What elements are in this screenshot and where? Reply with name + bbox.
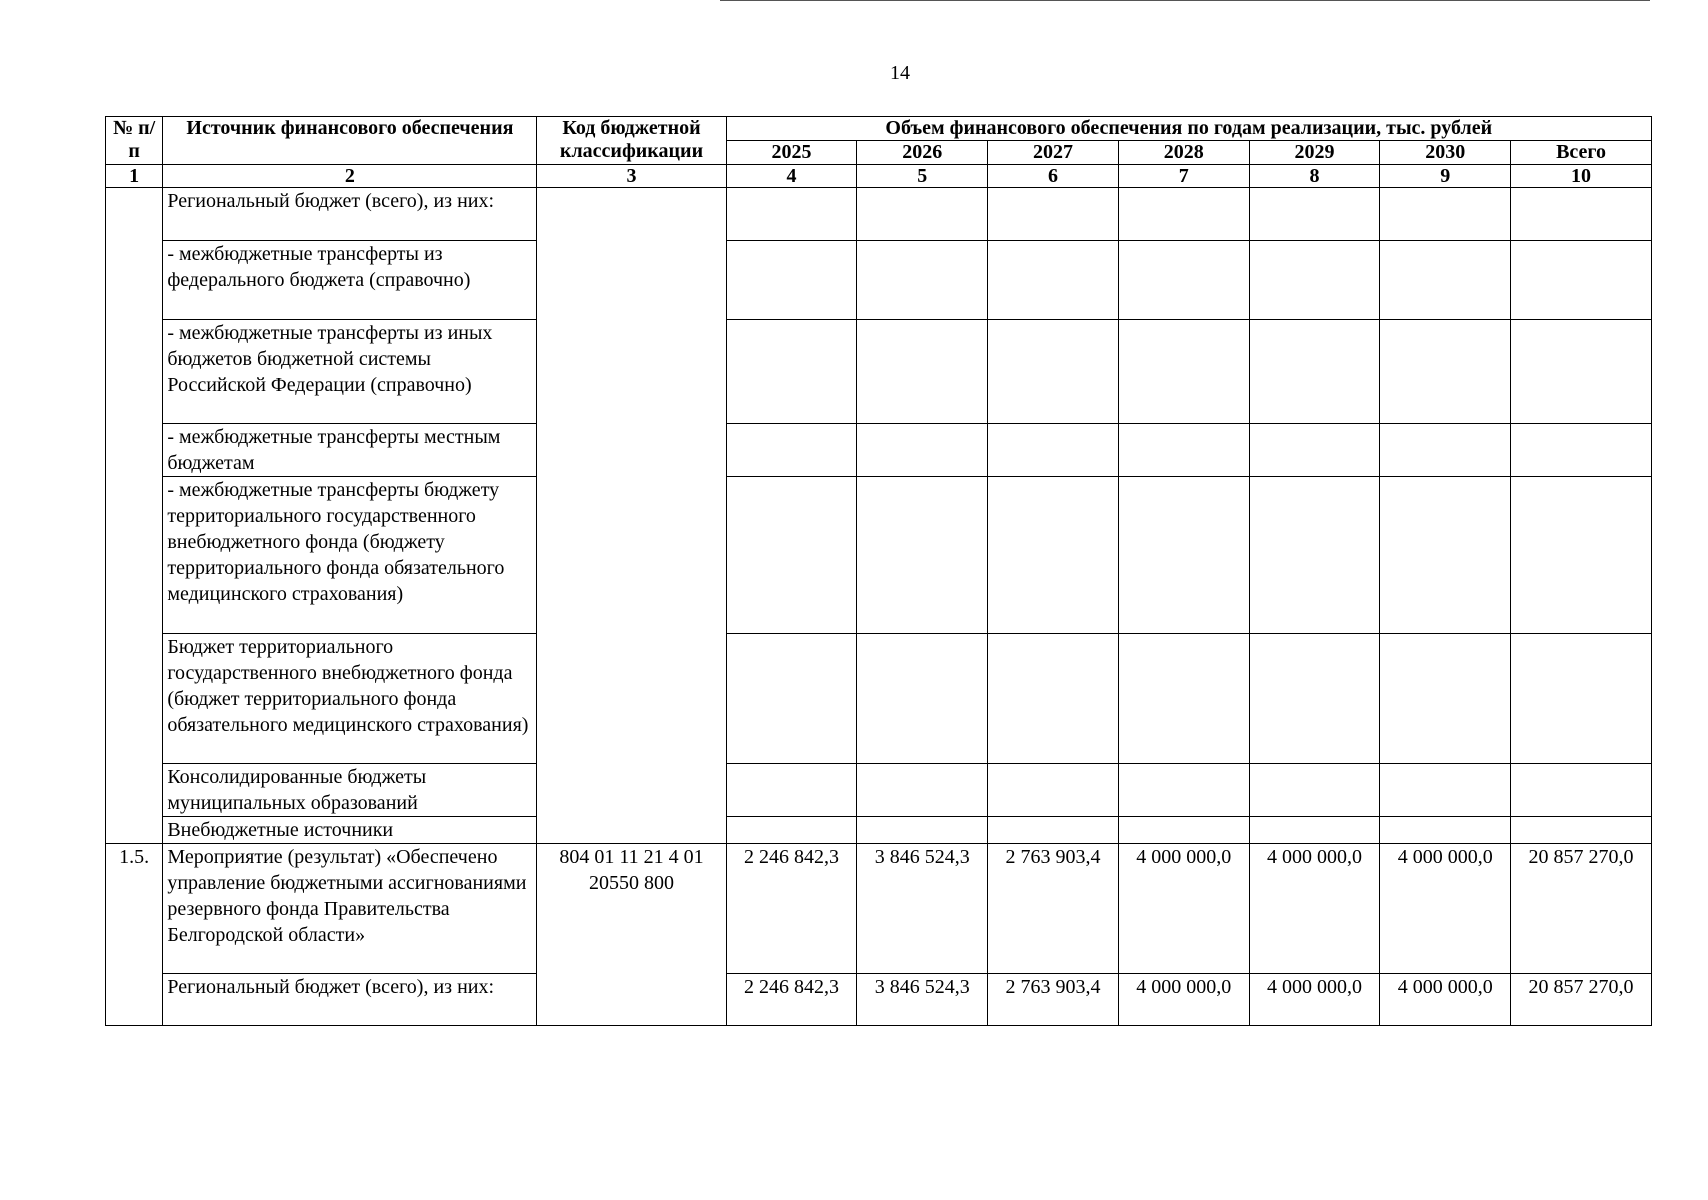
value-cell [1118, 241, 1249, 320]
value-cell [1118, 477, 1249, 634]
column-number: 6 [988, 165, 1119, 188]
header-no: № п/п [106, 117, 163, 165]
value-cell: 3 846 524,3 [857, 844, 988, 974]
value-cell [1118, 188, 1249, 241]
header-source: Источник финансового обеспечения [163, 117, 537, 165]
total-cell [1511, 424, 1652, 477]
total-cell [1511, 241, 1652, 320]
value-cell [1249, 424, 1380, 477]
value-cell [988, 241, 1119, 320]
value-cell [726, 764, 857, 817]
table-row [106, 320, 1652, 424]
value-cell: 4 000 000,0 [1380, 974, 1511, 1026]
table-row [106, 817, 1652, 844]
value-cell: 4 000 000,0 [1249, 844, 1380, 974]
total-cell [1511, 188, 1652, 241]
row-number [106, 188, 163, 844]
value-cell [1380, 817, 1511, 844]
value-cell [988, 320, 1119, 424]
value-cell [1380, 424, 1511, 477]
value-cell [726, 634, 857, 764]
value-cell: 2 246 842,3 [726, 974, 857, 1026]
total-cell [1511, 817, 1652, 844]
source-cell: Мероприятие (результат) «Обеспечено управление бюджетными ассигнованиями резервного фонда Правительства Белгородской области» [163, 844, 537, 974]
value-cell [988, 817, 1119, 844]
total-cell [1511, 764, 1652, 817]
header-year: 2028 [1118, 141, 1249, 165]
header-total: Всего [1511, 141, 1652, 165]
value-cell [1380, 634, 1511, 764]
table-row [106, 974, 1652, 1026]
value-cell [1249, 320, 1380, 424]
table-row [106, 241, 1652, 320]
column-number-row [106, 165, 1652, 188]
column-number: 10 [1511, 165, 1652, 188]
value-cell: 4 000 000,0 [1249, 974, 1380, 1026]
source-cell: - межбюджетные трансферты бюджету территориального государственного внебюджетного фонда (бюджету территориального фонда обязательного медицинского страхования) [163, 477, 537, 634]
table-row [106, 424, 1652, 477]
value-cell [1249, 817, 1380, 844]
value-cell [1380, 241, 1511, 320]
value-cell [1380, 320, 1511, 424]
column-number: 5 [857, 165, 988, 188]
column-number: 7 [1118, 165, 1249, 188]
source-cell: - межбюджетные трансферты из федерального бюджета (справочно) [163, 241, 537, 320]
total-cell [1511, 320, 1652, 424]
value-cell [1380, 764, 1511, 817]
header-volume: Объем финансового обеспечения по годам реализации, тыс. рублей [726, 117, 1651, 141]
value-cell: 3 846 524,3 [857, 974, 988, 1026]
value-cell [1118, 320, 1249, 424]
value-cell: 2 763 903,4 [988, 844, 1119, 974]
header-year: 2027 [988, 141, 1119, 165]
total-cell: 20 857 270,0 [1511, 844, 1652, 974]
value-cell: 4 000 000,0 [1380, 844, 1511, 974]
source-cell: Внебюджетные источники [163, 817, 537, 844]
header-year: 2030 [1380, 141, 1511, 165]
value-cell [1249, 188, 1380, 241]
value-cell [726, 188, 857, 241]
value-cell [726, 320, 857, 424]
value-cell [857, 241, 988, 320]
header-year: 2029 [1249, 141, 1380, 165]
value-cell [857, 188, 988, 241]
column-number: 2 [163, 165, 537, 188]
value-cell: 2 763 903,4 [988, 974, 1119, 1026]
code-cell [537, 188, 726, 844]
column-number: 9 [1380, 165, 1511, 188]
header-row-1 [106, 117, 1652, 141]
total-cell [1511, 634, 1652, 764]
value-cell [1118, 634, 1249, 764]
column-number: 1 [106, 165, 163, 188]
header-code: Код бюджетной классификации [537, 117, 726, 165]
value-cell: 4 000 000,0 [1118, 844, 1249, 974]
value-cell [1249, 477, 1380, 634]
source-cell: Бюджет территориального государственного внебюджетного фонда (бюджет территориального фонда обязательного медицинского страхования) [163, 634, 537, 764]
value-cell [1118, 764, 1249, 817]
value-cell [1380, 188, 1511, 241]
source-cell: Консолидированные бюджеты муниципальных образований [163, 764, 537, 817]
value-cell [857, 424, 988, 477]
column-number: 4 [726, 165, 857, 188]
source-cell: - межбюджетные трансферты из иных бюджетов бюджетной системы Российской Федерации (справочно) [163, 320, 537, 424]
value-cell: 2 246 842,3 [726, 844, 857, 974]
table-row [106, 764, 1652, 817]
value-cell [857, 764, 988, 817]
table-row [106, 477, 1652, 634]
source-cell: - межбюджетные трансферты местным бюджетам [163, 424, 537, 477]
value-cell [988, 188, 1119, 241]
value-cell [988, 634, 1119, 764]
value-cell [857, 477, 988, 634]
value-cell [1249, 764, 1380, 817]
code-cell: 804 01 11 21 4 01 20550 800 [537, 844, 726, 1026]
value-cell [1118, 424, 1249, 477]
value-cell [1249, 241, 1380, 320]
value-cell [857, 320, 988, 424]
row-number: 1.5. [106, 844, 163, 1026]
page-number: 14 [890, 62, 910, 84]
value-cell [988, 764, 1119, 817]
table-row [106, 634, 1652, 764]
value-cell [726, 817, 857, 844]
value-cell [857, 634, 988, 764]
table-row [106, 188, 1652, 241]
value-cell [857, 817, 988, 844]
source-cell: Региональный бюджет (всего), из них: [163, 974, 537, 1026]
total-cell: 20 857 270,0 [1511, 974, 1652, 1026]
top-rule [720, 0, 1650, 1]
column-number: 3 [537, 165, 726, 188]
value-cell [988, 477, 1119, 634]
column-number: 8 [1249, 165, 1380, 188]
table-row [106, 844, 1652, 974]
value-cell: 4 000 000,0 [1118, 974, 1249, 1026]
header-year: 2026 [857, 141, 988, 165]
value-cell [988, 424, 1119, 477]
value-cell [726, 424, 857, 477]
value-cell [1249, 634, 1380, 764]
value-cell [726, 477, 857, 634]
value-cell [1380, 477, 1511, 634]
source-cell: Региональный бюджет (всего), из них: [163, 188, 537, 241]
financing-table [105, 116, 1652, 1026]
header-year: 2025 [726, 141, 857, 165]
value-cell [1118, 817, 1249, 844]
value-cell [726, 241, 857, 320]
total-cell [1511, 477, 1652, 634]
